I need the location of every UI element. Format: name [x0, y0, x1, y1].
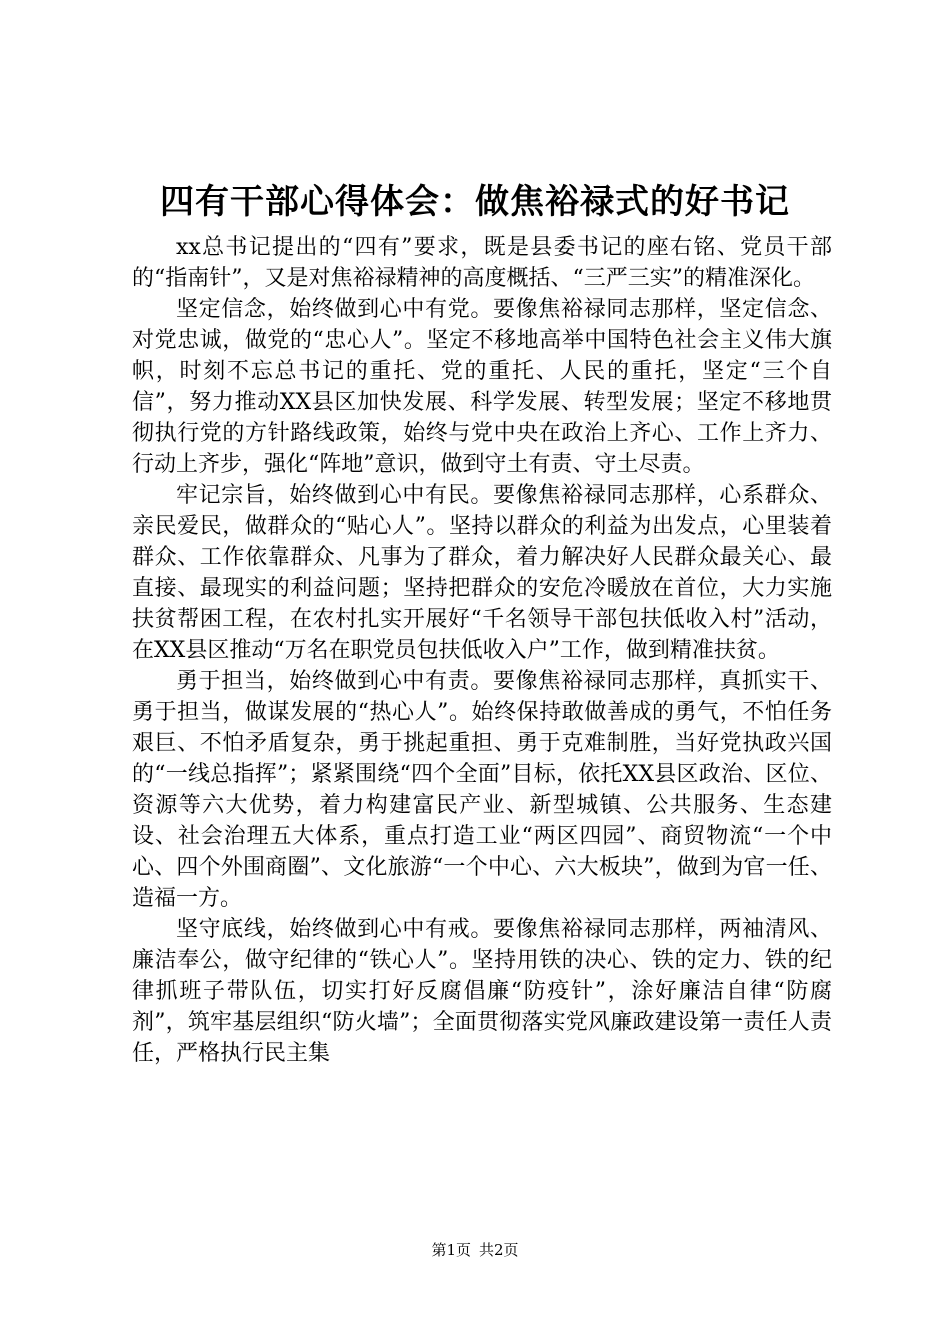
paragraph-intro: xx总书记提出的“四有”要求，既是县委书记的座右铭、党员干部的“指南针”，又是对焦裕禄精神的高度概括、“三严三实”的精准深化。	[132, 235, 832, 291]
page-footer	[0, 1240, 950, 1260]
paragraph-party: 坚定信念，始终做到心中有党。要像焦裕禄同志那样，坚定信念、对党忠诚，做党的“忠心人”。坚定不移地高举中国特色社会主义伟大旗帜，时刻不忘总书记的重托、党的重托、人民的重托，坚定“三个自信”，努力推动XX县区加快发展、科学发展、转型发展；坚定不移地贯彻执行党的方针路线政策，始终与党中央在政治上齐心、工作上齐力、行动上齐步，强化“阵地”意识，做到守土有责、守土尽责。	[132, 297, 832, 477]
paragraph-people: 牢记宗旨，始终做到心中有民。要像焦裕禄同志那样，心系群众、亲民爱民，做群众的“贴心人”。坚持以群众的利益为出发点，心里装着群众、工作依靠群众、凡事为了群众，着力解决好人民群众最关心、最直接、最现实的利益问题；坚持把群众的安危冷暖放在首位，大力实施扶贫帮困工程，在农村扎实开展好“千名领导干部包扶低收入村”活动，在XX县区推动“万名在职党员包扶低收入户”工作，做到精准扶贫。	[132, 483, 832, 663]
page-total: 共2页	[479, 1241, 519, 1259]
paragraph-discipline: 坚守底线，始终做到心中有戒。要像焦裕禄同志那样，两袖清风、廉洁奉公，做守纪律的“铁心人”。坚持用铁的决心、铁的定力、铁的纪律抓班子带队伍，切实打好反腐倡廉“防疫针”，涂好廉洁自律“防腐剂”，筑牢基层组织“防火墙”；全面贯彻落实党风廉政建设第一责任人责任，严格执行民主集	[132, 917, 832, 1066]
document-body	[132, 232, 832, 1069]
paragraph-responsibility: 勇于担当，始终做到心中有责。要像焦裕禄同志那样，真抓实干、勇于担当，做谋发展的“热心人”。始终保持敢做善成的勇气，不怕任务艰巨、不怕矛盾复杂，勇于挑起重担、勇于克难制胜，当好党执政兴国的“一线总指挥”；紧紧围绕“四个全面”目标，依托XX县区政治、区位、资源等六大优势，着力构建富民产业、新型城镇、公共服务、生态建设、社会治理五大体系，重点打造工业“两区四园”、商贸物流“一个中心、四个外围商圈”、文化旅游“一个中心、六大板块”，做到为官一任、造福一方。	[132, 669, 832, 911]
page-number: 第1页	[431, 1241, 471, 1259]
document-title: 四有干部心得体会：做焦裕禄式的好书记	[160, 182, 790, 222]
